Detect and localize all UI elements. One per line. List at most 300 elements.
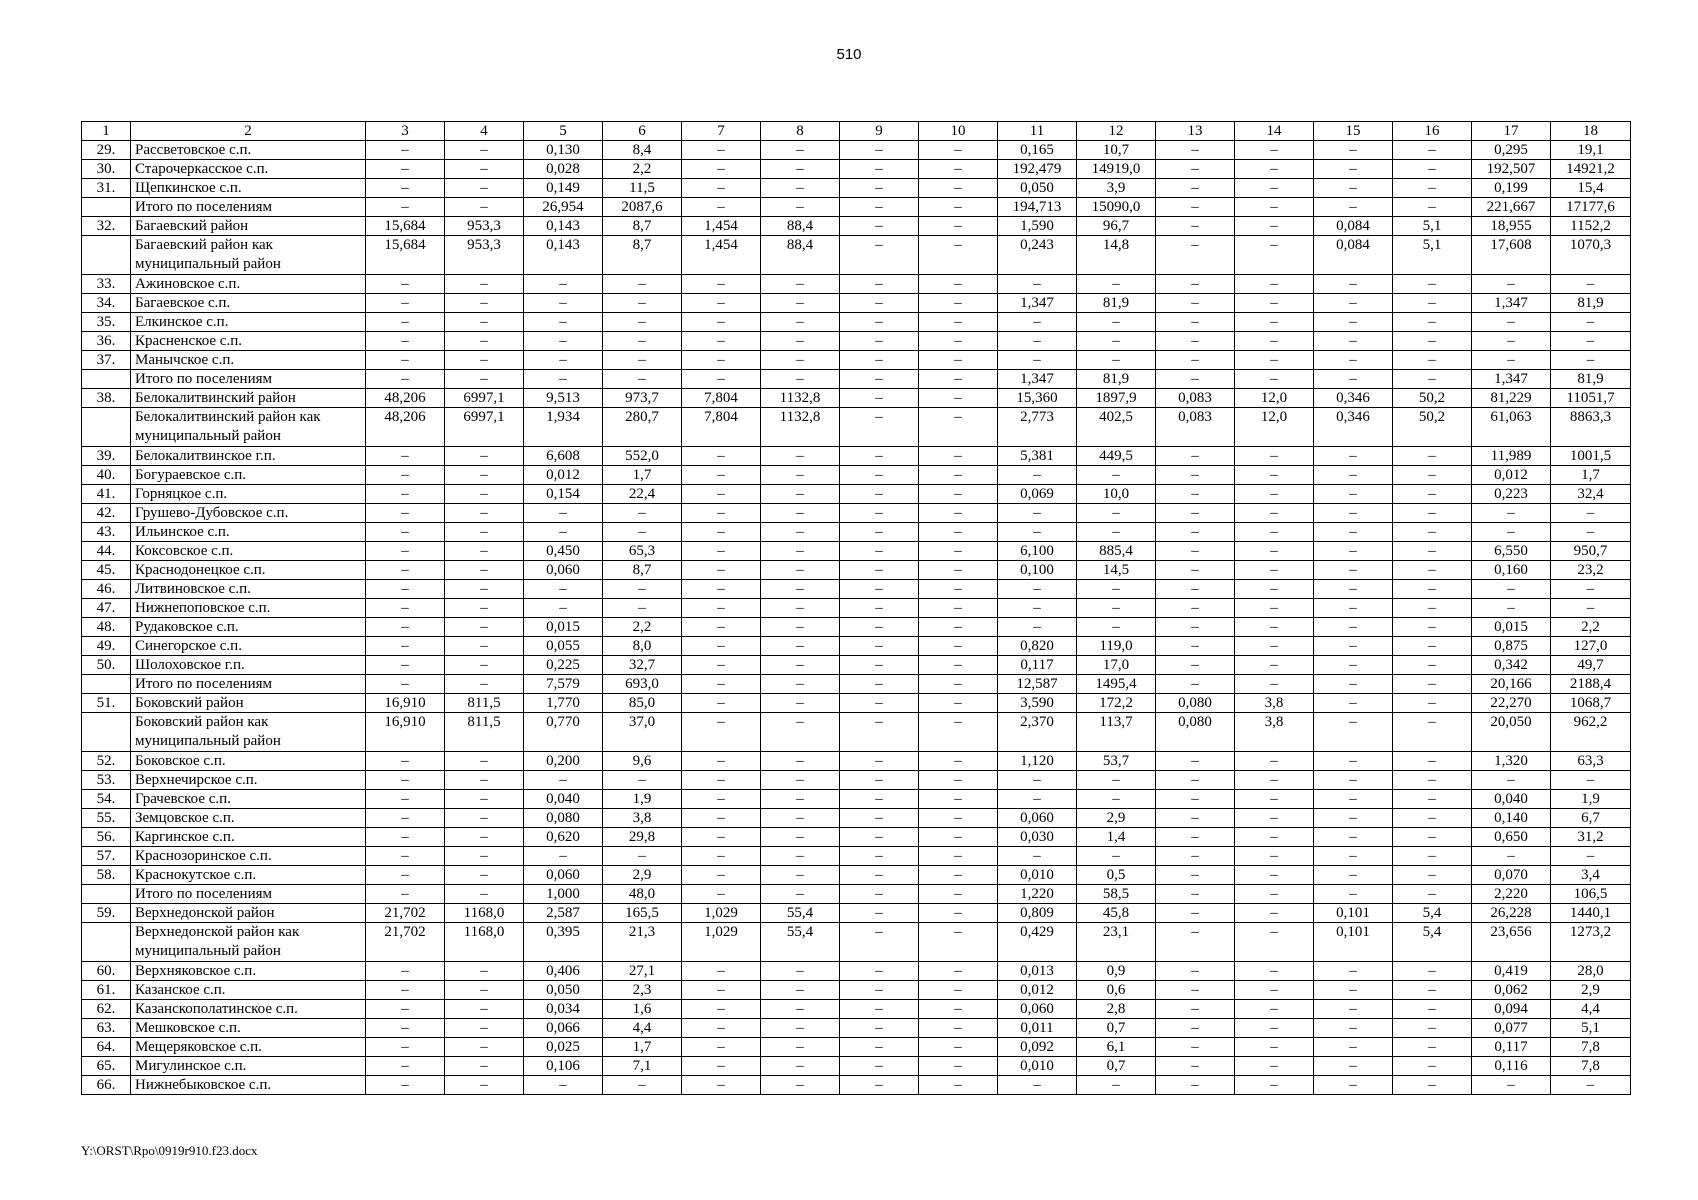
value-cell: 1,220 (998, 885, 1077, 904)
value-cell: – (1077, 332, 1156, 351)
value-cell: – (1235, 962, 1314, 981)
value-cell: – (603, 294, 682, 313)
value-cell: – (524, 370, 603, 389)
value-cell: – (840, 599, 919, 618)
value-cell: – (1156, 160, 1235, 179)
value-cell: – (682, 599, 761, 618)
row-number-cell (82, 675, 131, 694)
municipality-name-cell: Щепкинское с.п. (131, 179, 366, 198)
value-cell: – (919, 828, 998, 847)
value-cell: – (682, 1057, 761, 1076)
value-cell: – (840, 885, 919, 904)
column-header: 6 (603, 122, 682, 141)
value-cell: 85,0 (603, 694, 682, 713)
value-cell: 2,587 (524, 904, 603, 923)
value-cell: – (761, 370, 840, 389)
table-row (82, 198, 1631, 217)
value-cell: – (840, 408, 919, 447)
value-cell: – (445, 599, 524, 618)
value-cell: – (761, 179, 840, 198)
value-cell: – (1156, 542, 1235, 561)
value-cell: – (366, 790, 445, 809)
value-cell: – (366, 656, 445, 675)
value-cell: – (366, 179, 445, 198)
value-cell: – (445, 160, 524, 179)
value-cell: – (1156, 866, 1235, 885)
row-number-cell (82, 408, 131, 447)
value-cell: 14,5 (1077, 561, 1156, 580)
value-cell: 1152,2 (1551, 217, 1631, 236)
value-cell: – (840, 1019, 919, 1038)
value-cell: – (445, 771, 524, 790)
value-cell: – (366, 198, 445, 217)
value-cell: 0,820 (998, 637, 1077, 656)
value-cell: – (366, 504, 445, 523)
value-cell: – (1393, 599, 1472, 618)
column-header: 12 (1077, 122, 1156, 141)
value-cell: – (366, 981, 445, 1000)
value-cell: 0,069 (998, 485, 1077, 504)
value-cell: – (1156, 752, 1235, 771)
row-number-cell: 61. (82, 981, 131, 1000)
value-cell: 2,370 (998, 713, 1077, 752)
value-cell: – (919, 904, 998, 923)
column-header: 7 (682, 122, 761, 141)
row-number-cell: 41. (82, 485, 131, 504)
value-cell: 0,025 (524, 1038, 603, 1057)
value-cell: – (840, 141, 919, 160)
row-number-cell: 35. (82, 313, 131, 332)
value-cell: – (919, 771, 998, 790)
value-cell: 1,9 (603, 790, 682, 809)
municipality-name-cell: Итого по поселениям (131, 370, 366, 389)
value-cell: – (840, 179, 919, 198)
value-cell: – (1314, 962, 1393, 981)
value-cell: 48,0 (603, 885, 682, 904)
value-cell: – (761, 580, 840, 599)
value-cell: – (445, 1076, 524, 1095)
value-cell: – (1077, 504, 1156, 523)
value-cell: 28,0 (1551, 962, 1631, 981)
municipality-name-cell: Нижнебыковское с.п. (131, 1076, 366, 1095)
value-cell: – (1156, 790, 1235, 809)
column-header: 9 (840, 122, 919, 141)
value-cell: 0,154 (524, 485, 603, 504)
value-cell: – (366, 675, 445, 694)
row-number-cell (82, 236, 131, 275)
value-cell: – (840, 866, 919, 885)
value-cell: 280,7 (603, 408, 682, 447)
value-cell: – (1235, 1076, 1314, 1095)
value-cell: – (919, 866, 998, 885)
value-cell: – (1156, 370, 1235, 389)
value-cell: – (919, 1057, 998, 1076)
value-cell: – (1314, 828, 1393, 847)
row-number-cell: 48. (82, 618, 131, 637)
value-cell: 0,5 (1077, 866, 1156, 885)
value-cell: – (998, 847, 1077, 866)
value-cell: – (445, 790, 524, 809)
value-cell: – (761, 313, 840, 332)
value-cell: 0,406 (524, 962, 603, 981)
value-cell: – (682, 847, 761, 866)
value-cell: – (1472, 351, 1551, 370)
value-cell: 0,070 (1472, 866, 1551, 885)
value-cell: – (840, 504, 919, 523)
value-cell: – (682, 504, 761, 523)
table-row (82, 885, 1631, 904)
value-cell: – (682, 160, 761, 179)
municipality-name-cell: Ильинское с.п. (131, 523, 366, 542)
table-row (82, 332, 1631, 351)
value-cell: – (1077, 351, 1156, 370)
value-cell: 0,295 (1472, 141, 1551, 160)
value-cell: – (1314, 466, 1393, 485)
table-row (82, 656, 1631, 675)
value-cell: – (603, 370, 682, 389)
value-cell: – (1472, 332, 1551, 351)
value-cell: – (366, 542, 445, 561)
value-cell: – (1551, 332, 1631, 351)
municipality-name-cell: Горняцкое с.п. (131, 485, 366, 504)
value-cell: – (1393, 160, 1472, 179)
value-cell: – (445, 1057, 524, 1076)
value-cell: – (682, 351, 761, 370)
value-cell: – (1314, 485, 1393, 504)
value-cell: 0,040 (1472, 790, 1551, 809)
value-cell: 0,225 (524, 656, 603, 675)
value-cell: – (366, 847, 445, 866)
value-cell: – (682, 580, 761, 599)
value-cell: 11,5 (603, 179, 682, 198)
row-number-cell: 63. (82, 1019, 131, 1038)
table-row (82, 694, 1631, 713)
row-number-cell: 33. (82, 275, 131, 294)
value-cell: – (366, 294, 445, 313)
value-cell: – (1235, 542, 1314, 561)
value-cell: 0,012 (524, 466, 603, 485)
table-row (82, 981, 1631, 1000)
value-cell: 1,120 (998, 752, 1077, 771)
value-cell: 0,094 (1472, 1000, 1551, 1019)
municipality-name-cell: Итого по поселениям (131, 198, 366, 217)
value-cell: – (1156, 179, 1235, 198)
value-cell: – (1314, 542, 1393, 561)
row-number-cell: 36. (82, 332, 131, 351)
value-cell: – (682, 179, 761, 198)
table-row (82, 809, 1631, 828)
value-cell: 0,149 (524, 179, 603, 198)
value-cell: 0,101 (1314, 923, 1393, 962)
value-cell: 4,4 (1551, 1000, 1631, 1019)
value-cell: – (682, 656, 761, 675)
municipality-name-cell: Казанское с.п. (131, 981, 366, 1000)
value-cell: 15,684 (366, 217, 445, 236)
value-cell: – (840, 332, 919, 351)
value-cell: – (840, 1057, 919, 1076)
value-cell: – (1393, 523, 1472, 542)
value-cell: – (1235, 599, 1314, 618)
value-cell: 1,590 (998, 217, 1077, 236)
table-row (82, 599, 1631, 618)
data-table (81, 121, 1631, 1095)
value-cell: – (998, 618, 1077, 637)
value-cell: 194,713 (998, 198, 1077, 217)
value-cell: – (919, 1076, 998, 1095)
value-cell: 17177,6 (1551, 198, 1631, 217)
value-cell: – (1314, 866, 1393, 885)
value-cell: – (1314, 771, 1393, 790)
value-cell: – (1156, 1057, 1235, 1076)
row-number-cell: 39. (82, 447, 131, 466)
value-cell: 2,220 (1472, 885, 1551, 904)
value-cell: – (840, 828, 919, 847)
value-cell: – (1393, 351, 1472, 370)
column-header: 14 (1235, 122, 1314, 141)
value-cell: 0,770 (524, 713, 603, 752)
value-cell: 7,804 (682, 408, 761, 447)
value-cell: – (1077, 1076, 1156, 1095)
value-cell: – (682, 542, 761, 561)
value-cell: – (919, 923, 998, 962)
value-cell: – (682, 790, 761, 809)
value-cell: 2,9 (1551, 981, 1631, 1000)
value-cell: 1168,0 (445, 923, 524, 962)
municipality-name-cell: Земцовское с.п. (131, 809, 366, 828)
value-cell: 0,040 (524, 790, 603, 809)
value-cell: – (1393, 179, 1472, 198)
value-cell: – (445, 618, 524, 637)
row-number-cell: 42. (82, 504, 131, 523)
municipality-name-cell: Краснокутское с.п. (131, 866, 366, 885)
value-cell: 0,012 (1472, 466, 1551, 485)
value-cell: 27,1 (603, 962, 682, 981)
value-cell: 0,060 (524, 561, 603, 580)
value-cell: – (761, 485, 840, 504)
column-header: 17 (1472, 122, 1551, 141)
value-cell: – (445, 752, 524, 771)
municipality-name-cell: Мешковское с.п. (131, 1019, 366, 1038)
value-cell: – (1235, 370, 1314, 389)
row-number-cell: 52. (82, 752, 131, 771)
value-cell: – (761, 351, 840, 370)
value-cell: – (682, 618, 761, 637)
value-cell: – (840, 656, 919, 675)
table-row (82, 236, 1631, 275)
value-cell: – (1393, 141, 1472, 160)
column-header: 10 (919, 122, 998, 141)
value-cell: – (761, 713, 840, 752)
value-cell: 0,117 (1472, 1038, 1551, 1057)
value-cell: 0,200 (524, 752, 603, 771)
value-cell: 6,550 (1472, 542, 1551, 561)
value-cell: – (761, 885, 840, 904)
value-cell: – (1393, 466, 1472, 485)
value-cell: – (524, 599, 603, 618)
value-cell: 1001,5 (1551, 447, 1631, 466)
value-cell: 1,7 (603, 1038, 682, 1057)
row-number-cell: 58. (82, 866, 131, 885)
value-cell: 11051,7 (1551, 389, 1631, 408)
table-row (82, 1076, 1631, 1095)
value-cell: 0,060 (998, 809, 1077, 828)
municipality-name-cell: Верхнедонской район как муниципальный район (131, 923, 366, 962)
municipality-name-cell: Литвиновское с.п. (131, 580, 366, 599)
value-cell: – (1314, 847, 1393, 866)
value-cell: 1,347 (1472, 370, 1551, 389)
value-cell: – (1156, 351, 1235, 370)
value-cell: – (1156, 313, 1235, 332)
value-cell: – (1235, 771, 1314, 790)
value-cell: – (524, 1076, 603, 1095)
value-cell: – (524, 294, 603, 313)
value-cell: – (366, 370, 445, 389)
value-cell: – (1314, 1057, 1393, 1076)
value-cell: 0,084 (1314, 236, 1393, 275)
value-cell: 0,106 (524, 1057, 603, 1076)
value-cell: – (1314, 580, 1393, 599)
value-cell: – (603, 599, 682, 618)
value-cell: – (1393, 485, 1472, 504)
value-cell: 0,429 (998, 923, 1077, 962)
value-cell: 81,9 (1551, 370, 1631, 389)
value-cell: 811,5 (445, 713, 524, 752)
value-cell: 2,3 (603, 981, 682, 1000)
row-number-cell (82, 370, 131, 389)
value-cell: – (1393, 1038, 1472, 1057)
value-cell: 3,8 (1235, 694, 1314, 713)
value-cell: – (761, 1076, 840, 1095)
value-cell: – (919, 1000, 998, 1019)
column-header: 4 (445, 122, 524, 141)
value-cell: – (1314, 141, 1393, 160)
table-row (82, 752, 1631, 771)
value-cell: – (445, 294, 524, 313)
value-cell: – (1235, 217, 1314, 236)
value-cell: 8,7 (603, 561, 682, 580)
value-cell: – (682, 332, 761, 351)
municipality-name-cell: Мигулинское с.п. (131, 1057, 366, 1076)
value-cell: – (603, 351, 682, 370)
value-cell: 17,608 (1472, 236, 1551, 275)
value-cell: – (761, 637, 840, 656)
value-cell: 950,7 (1551, 542, 1631, 561)
value-cell: – (1235, 294, 1314, 313)
value-cell: – (366, 1076, 445, 1095)
value-cell: – (840, 351, 919, 370)
value-cell: – (445, 447, 524, 466)
value-cell: – (840, 618, 919, 637)
value-cell: 5,1 (1551, 1019, 1631, 1038)
value-cell: – (1235, 885, 1314, 904)
value-cell: 11,989 (1472, 447, 1551, 466)
value-cell: – (445, 637, 524, 656)
value-cell: – (1156, 236, 1235, 275)
value-cell: – (919, 981, 998, 1000)
value-cell: – (840, 675, 919, 694)
row-number-cell: 60. (82, 962, 131, 981)
column-header: 15 (1314, 122, 1393, 141)
value-cell: 23,1 (1077, 923, 1156, 962)
value-cell: – (1393, 752, 1472, 771)
municipality-name-cell: Итого по поселениям (131, 675, 366, 694)
value-cell: 7,8 (1551, 1057, 1631, 1076)
row-number-cell: 49. (82, 637, 131, 656)
value-cell: – (366, 771, 445, 790)
value-cell: 0,6 (1077, 981, 1156, 1000)
value-cell: – (998, 771, 1077, 790)
value-cell: – (1156, 904, 1235, 923)
value-cell: – (1314, 561, 1393, 580)
value-cell: 16,910 (366, 694, 445, 713)
value-cell: – (1393, 313, 1472, 332)
value-cell: – (1235, 141, 1314, 160)
value-cell: – (445, 332, 524, 351)
value-cell: 19,1 (1551, 141, 1631, 160)
municipality-name-cell: Боковский район (131, 694, 366, 713)
value-cell: – (919, 141, 998, 160)
row-number-cell: 51. (82, 694, 131, 713)
value-cell: – (1314, 981, 1393, 1000)
municipality-name-cell: Краснодонецкое с.п. (131, 561, 366, 580)
value-cell: – (919, 618, 998, 637)
value-cell: – (1393, 542, 1472, 561)
value-cell: 2,9 (603, 866, 682, 885)
value-cell: 15,684 (366, 236, 445, 275)
value-cell: – (445, 809, 524, 828)
value-cell: – (761, 675, 840, 694)
value-cell: – (1314, 885, 1393, 904)
value-cell: – (1156, 198, 1235, 217)
value-cell: – (1393, 656, 1472, 675)
value-cell: 26,954 (524, 198, 603, 217)
value-cell: 0,199 (1472, 179, 1551, 198)
table-row (82, 790, 1631, 809)
value-cell: – (366, 485, 445, 504)
value-cell: – (761, 790, 840, 809)
value-cell: 0,034 (524, 1000, 603, 1019)
value-cell: – (919, 236, 998, 275)
value-cell: 6997,1 (445, 389, 524, 408)
value-cell: 973,7 (603, 389, 682, 408)
value-cell: – (919, 962, 998, 981)
table-row (82, 713, 1631, 752)
value-cell: 26,228 (1472, 904, 1551, 923)
municipality-name-cell: Грачевское с.п. (131, 790, 366, 809)
value-cell: – (761, 332, 840, 351)
value-cell: 0,346 (1314, 408, 1393, 447)
value-cell: 5,381 (998, 447, 1077, 466)
value-cell: – (919, 790, 998, 809)
value-cell: – (1314, 313, 1393, 332)
value-cell: 37,0 (603, 713, 682, 752)
value-cell: – (1314, 675, 1393, 694)
value-cell: – (1314, 1038, 1393, 1057)
value-cell: – (1077, 599, 1156, 618)
value-cell: – (603, 313, 682, 332)
value-cell: – (761, 1038, 840, 1057)
value-cell: – (1235, 847, 1314, 866)
value-cell: – (1472, 275, 1551, 294)
value-cell: – (919, 752, 998, 771)
value-cell: – (445, 885, 524, 904)
value-cell: – (1393, 198, 1472, 217)
value-cell: – (682, 962, 761, 981)
municipality-name-cell: Казанскополатинское с.п. (131, 1000, 366, 1019)
value-cell: – (919, 542, 998, 561)
value-cell: – (761, 523, 840, 542)
value-cell: – (445, 179, 524, 198)
